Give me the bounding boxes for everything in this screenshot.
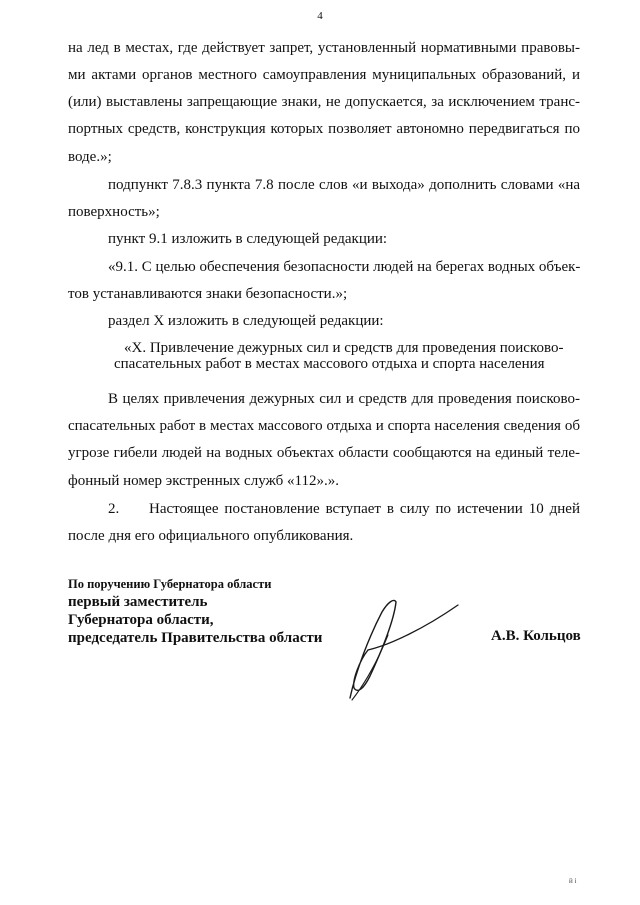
body-line: (или) выставлены запрещающие знаки, не допускается, за исключением транс-	[68, 94, 580, 110]
signatory-title: первый заместитель	[68, 594, 208, 610]
body-line: угрозе гибели людей на водных объектах области сообщаются на единый теле-	[68, 445, 580, 461]
section-heading-line: спасательных работ в местах массового отдыха и спорта населения	[114, 356, 545, 372]
signature-caption: По поручению Губернатора области	[68, 577, 272, 591]
handwritten-signature	[330, 590, 480, 705]
corner-mark: й і	[569, 877, 577, 885]
signatory-name: А.В. Кольцов	[491, 628, 581, 644]
body-line: на лед в местах, где действует запрет, установленный нормативными правовы-	[68, 40, 580, 56]
body-line: «9.1. С целью обеспечения безопасности людей на берегах водных объек-	[108, 259, 581, 275]
signatory-title: председатель Правительства области	[68, 630, 323, 646]
clause-number: 2.	[108, 501, 120, 517]
body-line: подпункт 7.8.3 пункта 7.8 после слов «и выхода» дополнить словами «на	[108, 177, 580, 193]
body-line: портных средств, конструкция которых позволяет автономно передвигаться по	[68, 121, 580, 137]
body-line: тов устанавливаются знаки безопасности.»;	[68, 286, 348, 302]
body-line: раздел X изложить в следующей редакции:	[108, 313, 384, 329]
body-line: спасательных работ в местах массового отдыха и спорта населения сведения об	[68, 418, 580, 434]
body-line: фонный номер экстренных служб «112».».	[68, 473, 339, 489]
body-line: пункт 9.1 изложить в следующей редакции:	[108, 231, 388, 247]
body-line: В целях привлечения дежурных сил и средств для проведения поисково-	[108, 391, 580, 407]
body-line: воде.»;	[68, 149, 112, 165]
body-line: Настоящее постановление вступает в силу по истечении 10 дней	[149, 501, 580, 517]
body-line: после дня его официального опубликования.	[68, 528, 354, 544]
body-line: ми актами органов местного самоуправления муниципальных образований, и	[68, 67, 580, 83]
signatory-title: Губернатора области,	[68, 612, 214, 628]
section-heading-line: «X. Привлечение дежурных сил и средств для проведения поисково-	[124, 340, 564, 356]
body-line: поверхность»;	[68, 204, 160, 220]
page-number: 4	[317, 10, 323, 22]
